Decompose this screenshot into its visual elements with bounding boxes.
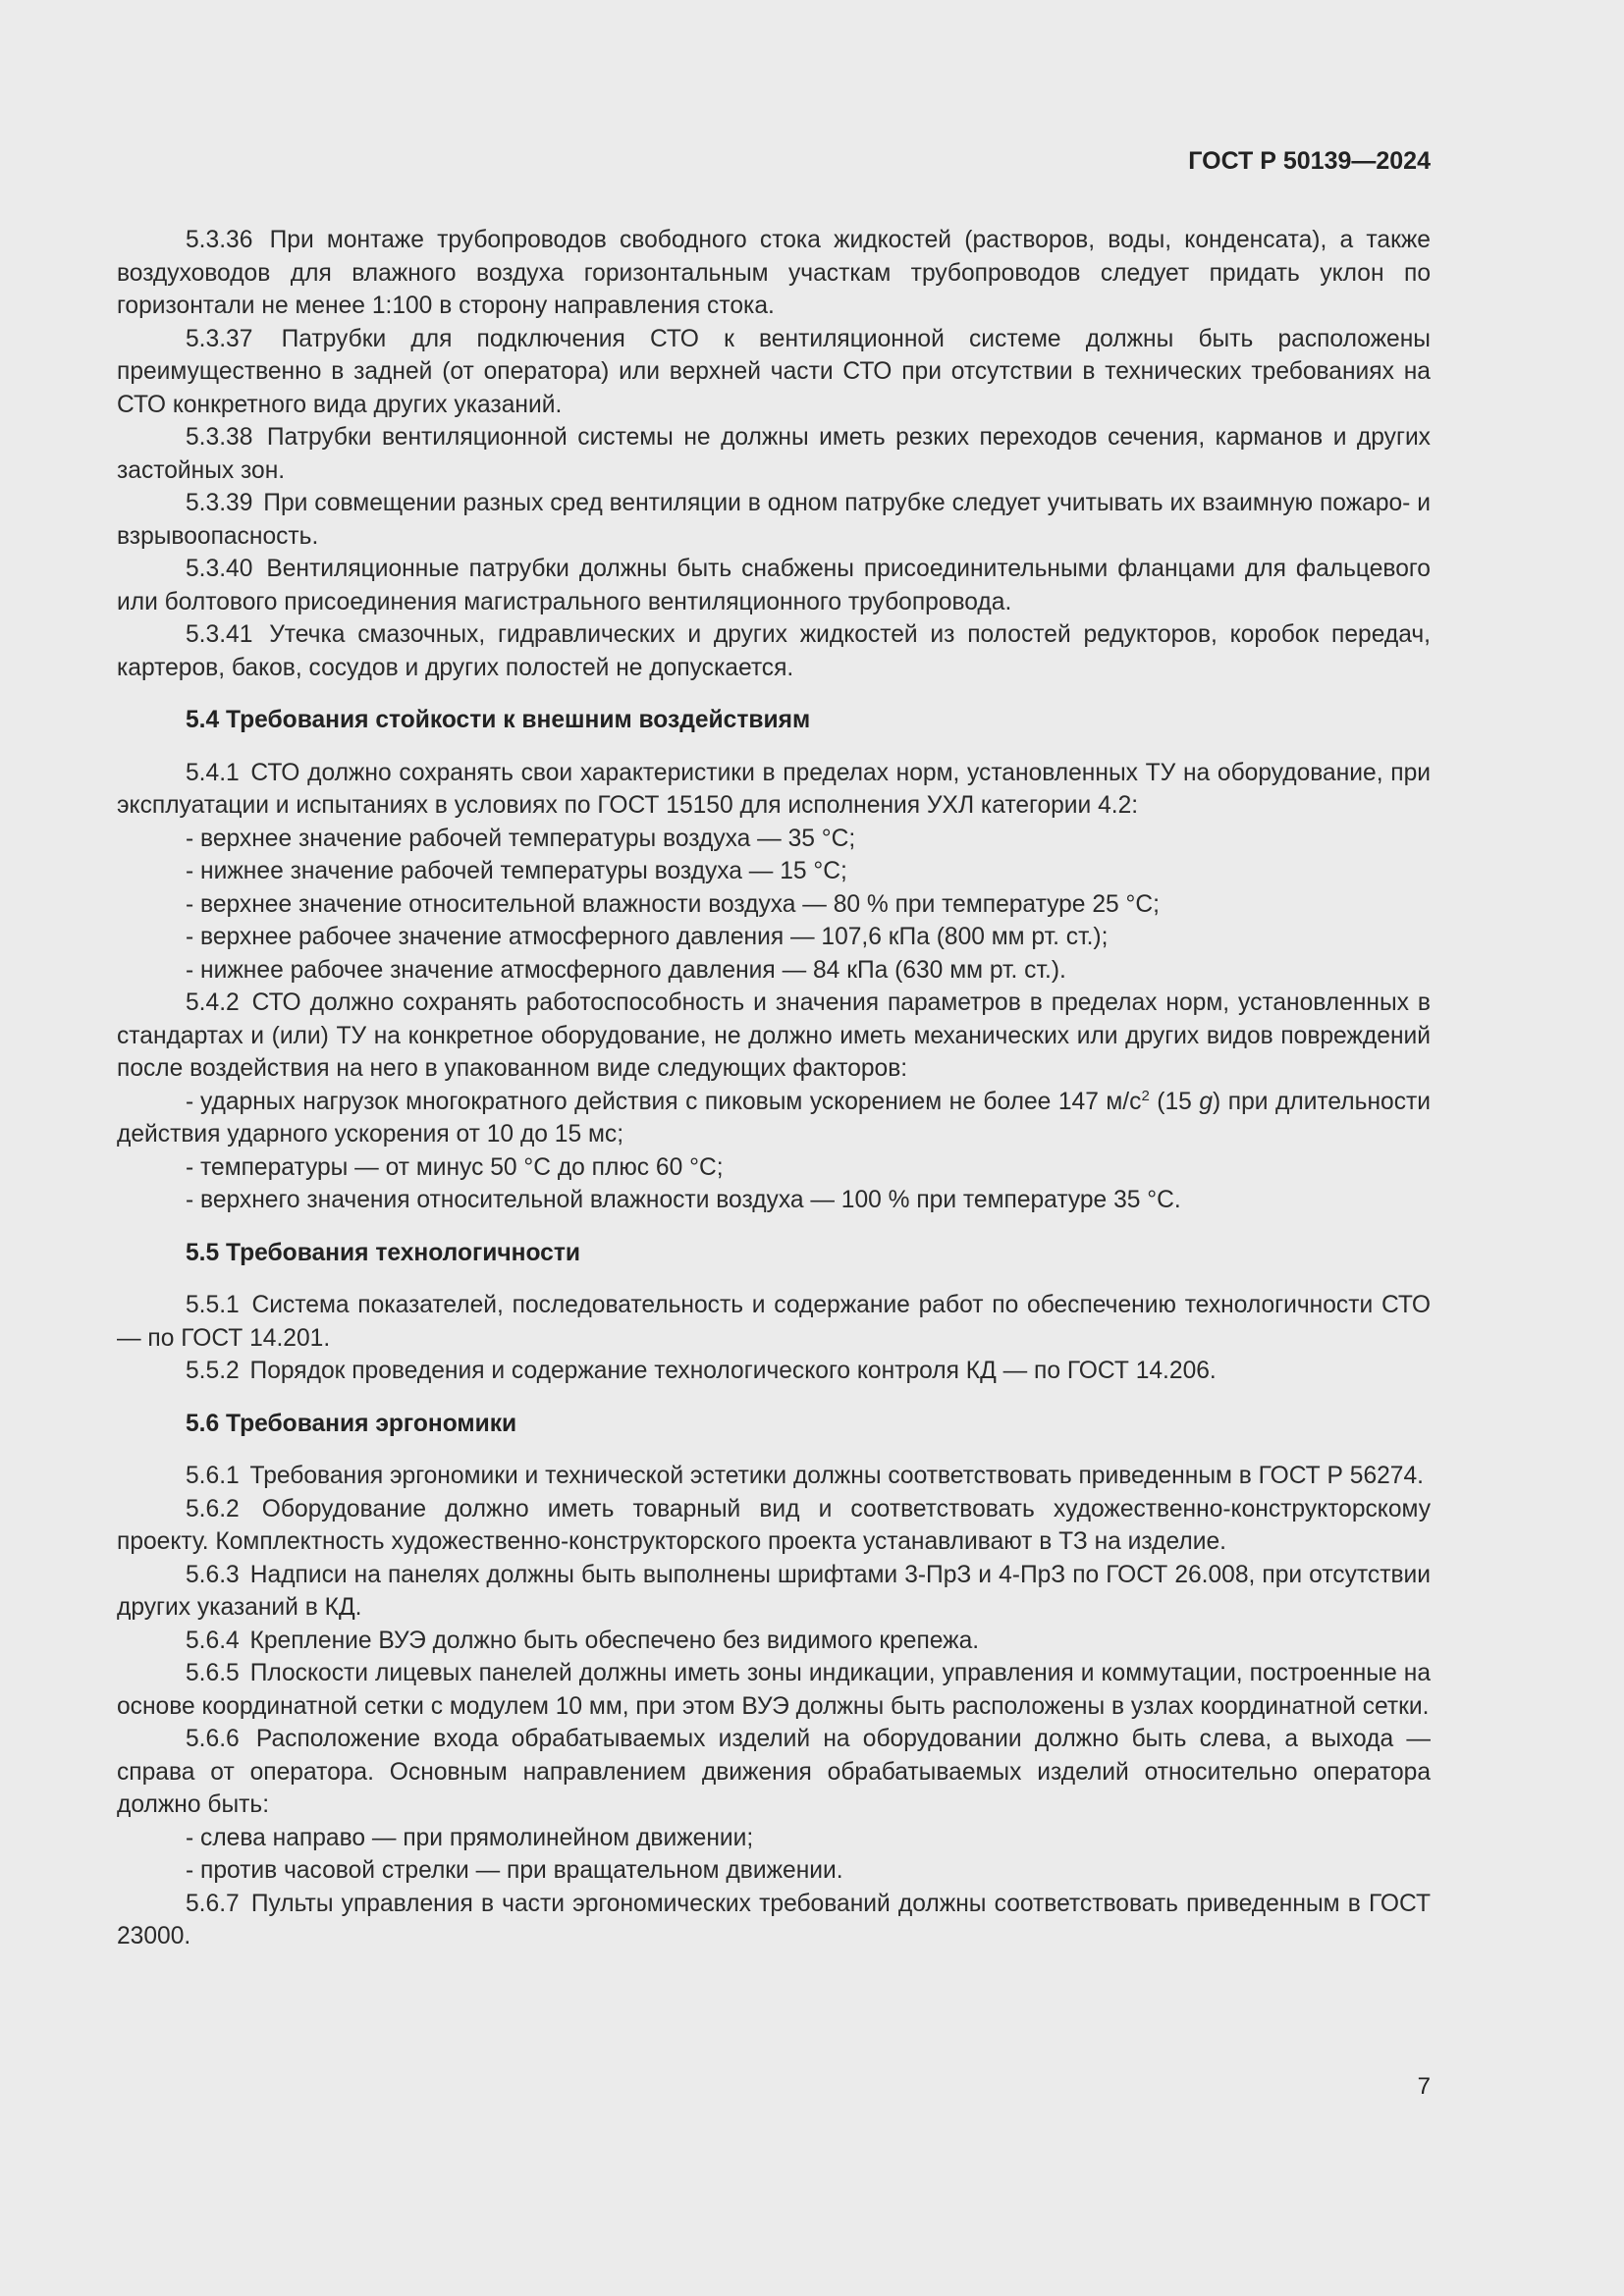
paragraph-5-3-37: 5.3.37 Патрубки для подключения СТО к вентиляционной системе должны быть расположены преимущественно в задней (от оператора) или верхней части СТО при отсутствии в технических требованиях на СТО конкретного вида других указаний. <box>117 325 1431 418</box>
section-heading-5-6: 5.6 Требования эргономики <box>186 1410 517 1437</box>
list-item: - слева направо — при прямолинейном движении; <box>186 1824 754 1851</box>
page-header: ГОСТ Р 50139—2024 <box>1188 147 1431 175</box>
paragraph-5-3-38: 5.3.38 Патрубки вентиляционной системы не должны иметь резких переходов сечения, карманов и других застойных зон. <box>117 424 1431 484</box>
section-heading-5-5: 5.5 Требования технологичности <box>186 1239 581 1266</box>
paragraph-5-5-1: 5.5.1 Система показателей, последовательность и содержание работ по обеспечению технологичности СТО — по ГОСТ 14.201. <box>117 1292 1431 1352</box>
paragraph-5-4-2: 5.4.2 СТО должно сохранять работоспособность и значения параметров в пределах норм, установленных в стандартах и (или) ТУ на конкретное оборудование, не должно иметь механических или других видов повреждений после воздействия на него в упакованном виде следующих факторов: <box>117 989 1431 1082</box>
list-item: - верхнее значение рабочей температуры воздуха — 35 °С; <box>186 825 856 852</box>
paragraph-5-5-2: 5.5.2 Порядок проведения и содержание технологического контроля КД — по ГОСТ 14.206. <box>186 1358 1217 1384</box>
paragraph-5-4-1: 5.4.1 СТО должно сохранять свои характеристики в пределах норм, установленных ТУ на оборудование, при эксплуатации и испытаниях в условиях по ГОСТ 15150 для исполнения УХЛ категории 4.2: <box>117 759 1431 819</box>
list-item: - верхнего значения относительной влажности воздуха — 100 % при температуре 35 °С. <box>186 1187 1181 1213</box>
list-item: - температуры — от минус 50 °С до плюс 60 °С; <box>186 1153 724 1181</box>
paragraph-5-6-7: 5.6.7 Пульты управления в части эргономических требований должны соответствовать приведенным в ГОСТ 23000. <box>117 1890 1431 1949</box>
section-heading-5-4: 5.4 Требования стойкости к внешним воздействиям <box>186 707 811 733</box>
list-item: - ударных нагрузок многократного действия с пиковым ускорением не более 147 $м/с^2$ (15 g) при длительности действия ударного ускорения от 10 до 15 мс; <box>117 1087 1431 1148</box>
list-item: - верхнее значение относительной влажности воздуха — 80 % при температуре 25 °С; <box>186 890 1160 918</box>
document-body <box>117 224 1431 1953</box>
paragraph-5-6-1: 5.6.1 Требования эргономики и технической эстетики должны соответствовать приведенным в ГОСТ Р 56274. <box>186 1463 1424 1489</box>
paragraph-5-6-3: 5.6.3 Надписи на панелях должны быть выполнены шрифтами 3-ПрЗ и 4-ПрЗ по ГОСТ 26.008, при отсутствии других указаний в КД. <box>117 1561 1431 1621</box>
paragraph-5-6-2: 5.6.2 Оборудование должно иметь товарный вид и соответствовать художественно-конструкторскому проекту. Комплектность художественно-конструкторского проекта устанавливают в ТЗ на изделие. <box>117 1495 1431 1555</box>
paragraph-5-6-6: 5.6.6 Расположение входа обрабатываемых изделий на оборудовании должно быть слева, а выхода — справа от оператора. Основным направлением движения обрабатываемых изделий относительно оператора должно быть: <box>117 1726 1431 1818</box>
paragraph-5-6-4: 5.6.4 Крепление ВУЭ должно быть обеспечено без видимого крепежа. <box>186 1627 980 1654</box>
paragraph-5-3-41: 5.3.41 Утечка смазочных, гидравлических и других жидкостей из полостей редукторов, коробок передач, картеров, баков, сосудов и других полостей не допускается. <box>117 621 1431 681</box>
paragraph-5-3-39: 5.3.39 При совмещении разных сред вентиляции в одном патрубке следует учитывать их взаимную пожаро- и взрывоопасность. <box>117 490 1431 550</box>
list-item: - верхнее рабочее значение атмосферного давления — 107,6 кПа (800 мм рт. ст.); <box>186 924 1109 950</box>
page-number: 7 <box>1417 2073 1431 2100</box>
list-item: - нижнее значение рабочей температуры воздуха — 15 °С; <box>186 858 847 884</box>
paragraph-5-3-36: 5.3.36 При монтаже трубопроводов свободного стока жидкостей (растворов, воды, конденсата), а также воздуховодов для влажного воздуха горизонтальным участкам трубопроводов следует придать уклон по горизонтали не менее 1:100 в сторону направления стока. <box>117 227 1431 319</box>
paragraph-5-6-5: 5.6.5 Плоскости лицевых панелей должны иметь зоны индикации, управления и коммутации, построенные на основе координатной сетки с модулем 10 мм, при этом ВУЭ должны быть расположены в узлах координатной сетки. <box>117 1660 1431 1720</box>
list-item: - нижнее рабочее значение атмосферного давления — 84 кПа (630 мм рт. ст.). <box>186 956 1066 984</box>
list-item: - против часовой стрелки — при вращательном движении. <box>186 1857 843 1884</box>
paragraph-5-3-40: 5.3.40 Вентиляционные патрубки должны быть снабжены присоединительными фланцами для фальцевого или болтового присоединения магистрального вентиляционного трубопровода. <box>117 556 1431 615</box>
